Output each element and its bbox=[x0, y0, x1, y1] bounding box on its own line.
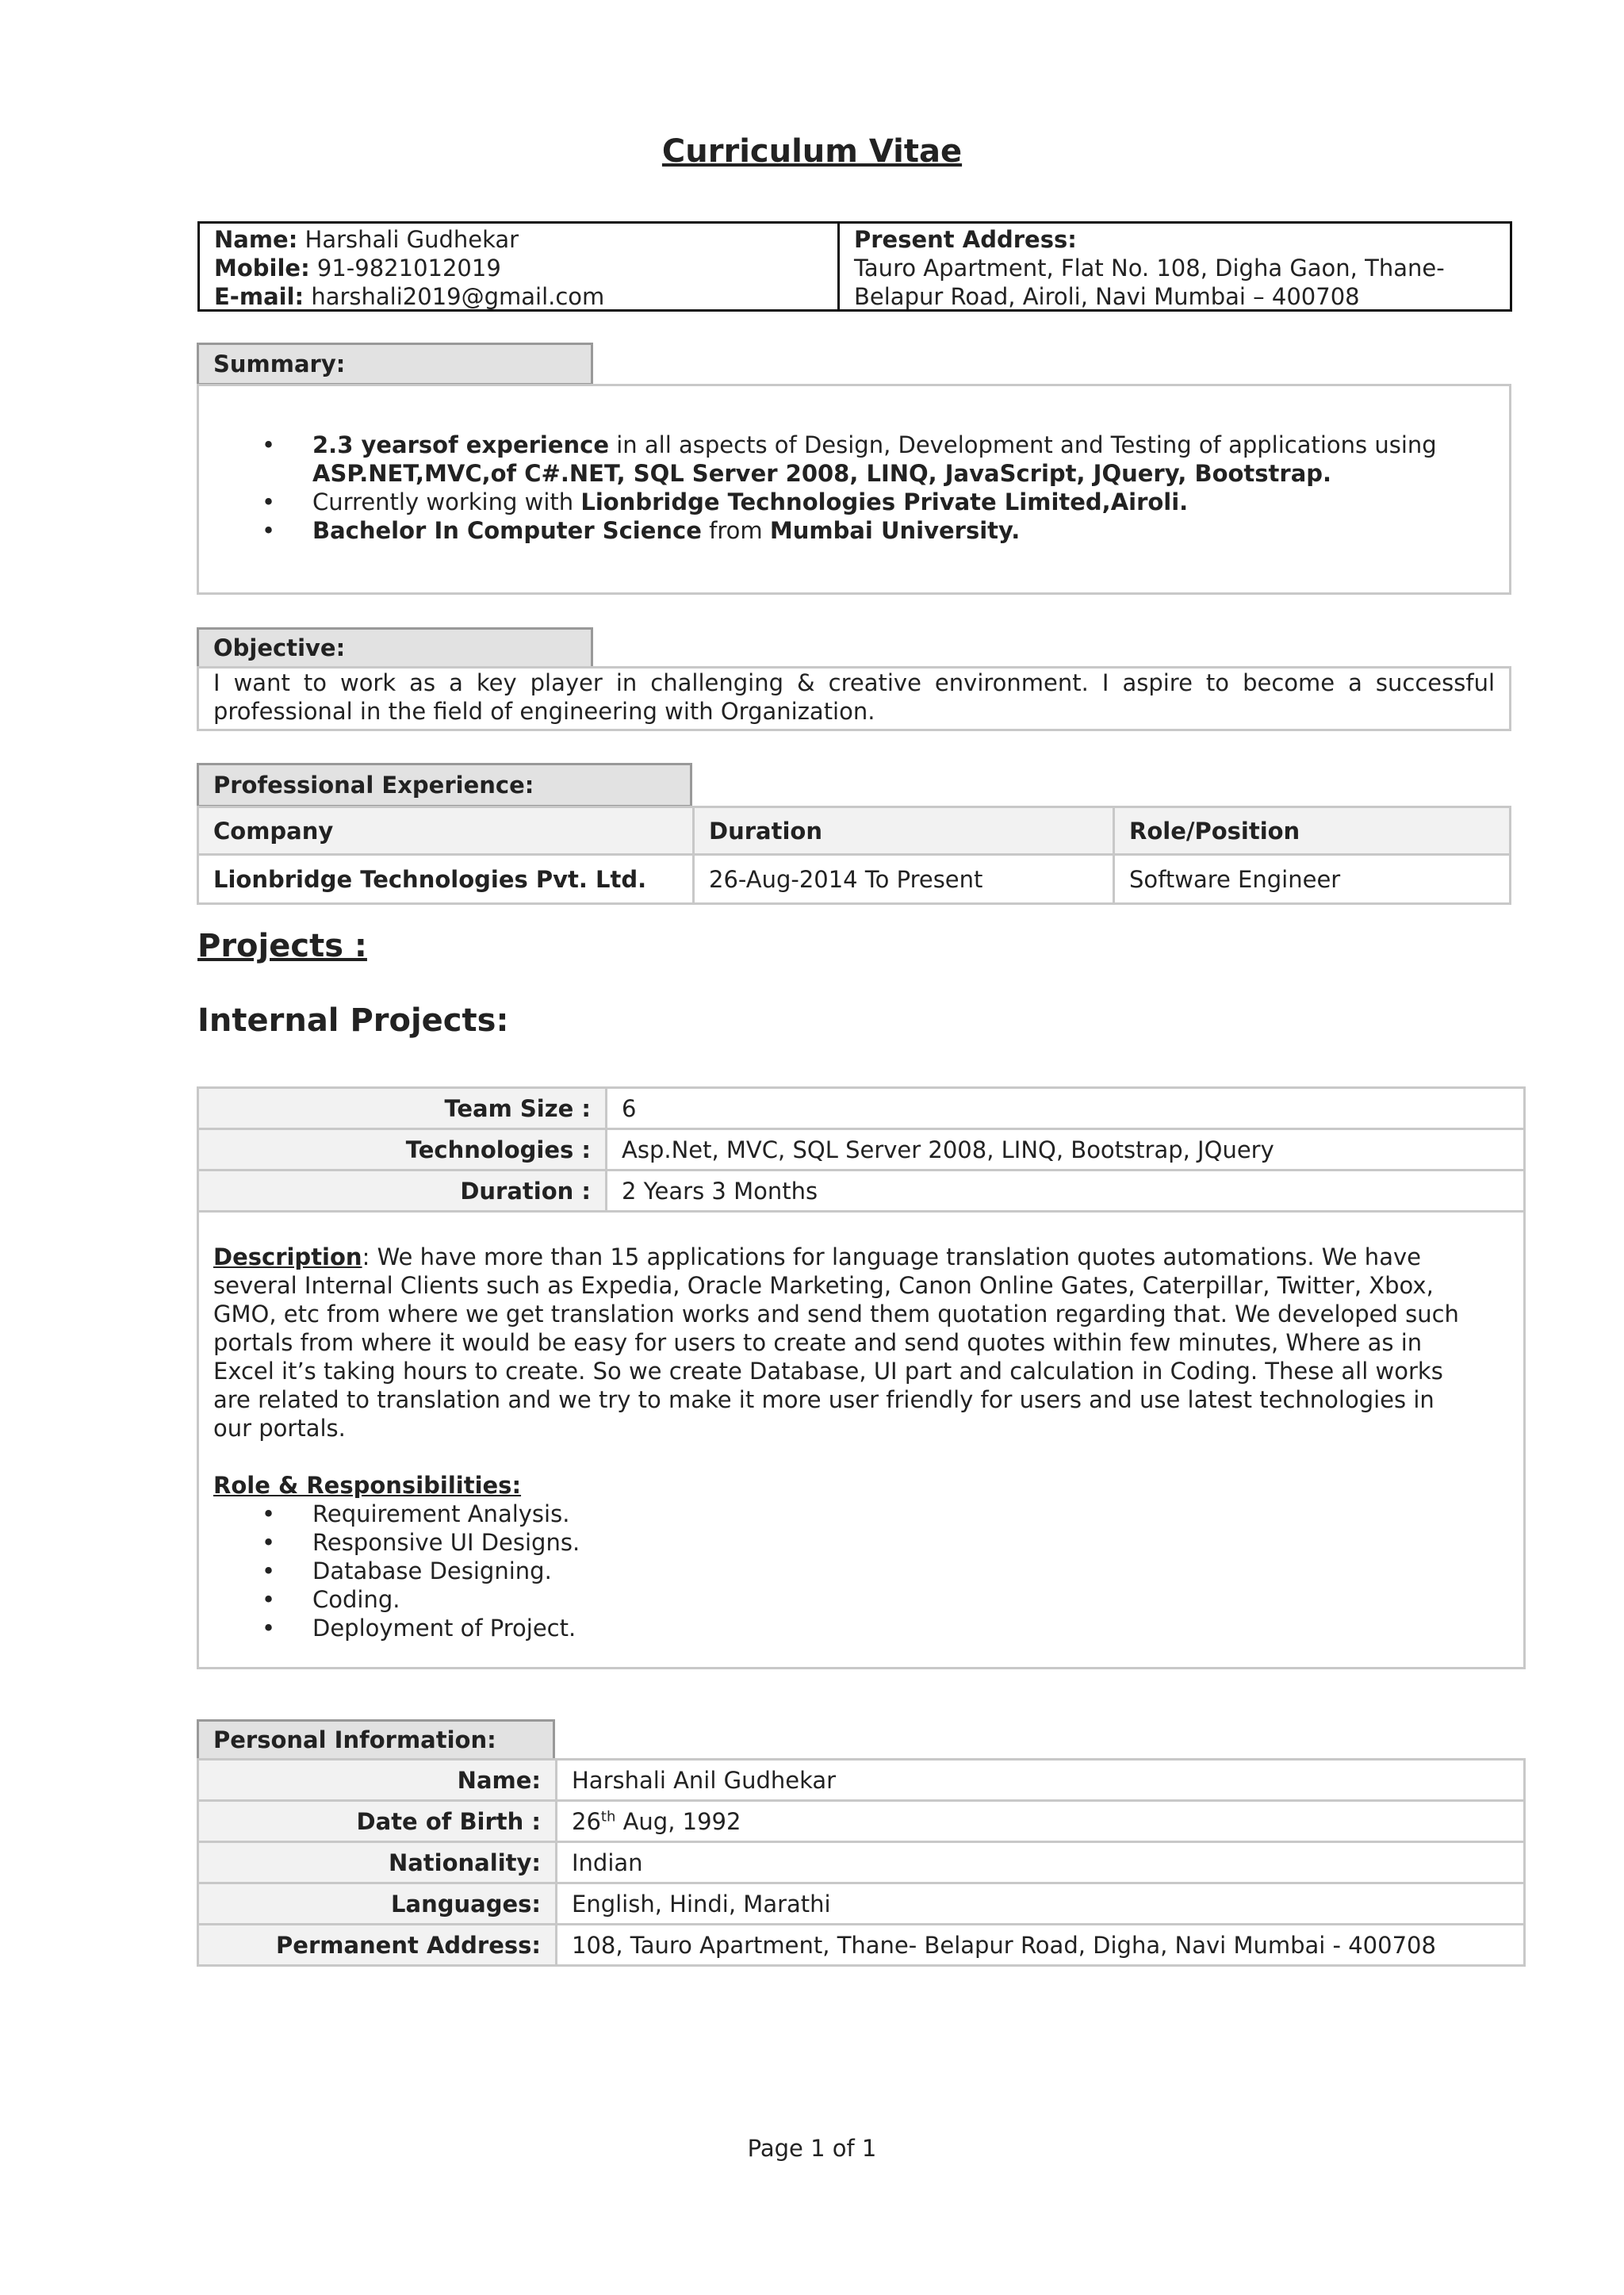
team-size-label: Team Size : bbox=[198, 1088, 607, 1129]
role-item: • Coding. bbox=[199, 1585, 1509, 1614]
table-row bbox=[198, 1883, 1525, 1925]
table-row bbox=[198, 1212, 1525, 1669]
objective-line: I want to work as a key player in challenging & creative environment. I aspire to become a successful bbox=[213, 669, 1495, 696]
project-description-cell bbox=[198, 1212, 1525, 1669]
permanent-address-label: Permanent Address: bbox=[198, 1925, 557, 1966]
description-line: GMO, etc from where we get translation works and send them quotation regarding that. We developed such bbox=[213, 1301, 1459, 1328]
table-row bbox=[198, 1760, 1525, 1801]
role-item: • Deployment of Project. bbox=[199, 1614, 1509, 1642]
role-item: • Database Designing. bbox=[199, 1557, 1509, 1585]
page-footer: Page 1 of 1 bbox=[747, 2135, 877, 2162]
nationality-value: Indian bbox=[557, 1842, 1525, 1883]
mobile-value: 91-9821012019 bbox=[316, 255, 501, 282]
table-row bbox=[198, 1088, 1525, 1129]
permanent-address-value: 108, Tauro Apartment, Thane- Belapur Road, Digha, Navi Mumbai - 400708 bbox=[557, 1925, 1525, 1966]
summary-label: Summary: bbox=[197, 343, 593, 385]
experience-label: Professional Experience: bbox=[197, 763, 692, 807]
technologies-label: Technologies : bbox=[198, 1129, 607, 1170]
objective-box bbox=[197, 666, 1511, 731]
projects-heading: Projects : bbox=[197, 928, 367, 964]
address-label: Present Address: bbox=[854, 226, 1077, 253]
team-size-value: 6 bbox=[607, 1088, 1525, 1129]
table-row bbox=[198, 1129, 1525, 1170]
table-row bbox=[198, 1801, 1525, 1842]
description-line: Excel it’s taking hours to create. So we create Database, UI part and calculation in Coding. These all works bbox=[213, 1358, 1443, 1385]
description-label: Description bbox=[213, 1243, 362, 1270]
internal-projects-heading: Internal Projects: bbox=[197, 1002, 509, 1039]
summary-box bbox=[197, 384, 1511, 595]
email-label: E-mail: bbox=[214, 283, 304, 310]
technologies-value: Asp.Net, MVC, SQL Server 2008, LINQ, Bootstrap, JQuery bbox=[607, 1129, 1525, 1170]
present-address bbox=[840, 224, 1510, 309]
experience-table bbox=[197, 806, 1511, 905]
summary-item: • 2.3 yearsof experience in all aspects of Design, Development and Testing of applications using ASP.NET,MVC,of C#.NET, SQL Server 2008, LINQ, JavaScript, JQuery, Bootstrap. bbox=[199, 431, 1509, 488]
description-line: our portals. bbox=[213, 1415, 346, 1442]
objective-line: professional in the field of engineering with Organization. bbox=[213, 698, 875, 725]
table-header-row bbox=[198, 807, 1511, 855]
dob-value: 26th Aug, 1992 bbox=[557, 1801, 1525, 1842]
contact-info bbox=[200, 224, 840, 309]
languages-value: English, Hindi, Marathi bbox=[557, 1883, 1525, 1925]
table-row bbox=[198, 1170, 1525, 1212]
languages-label: Languages: bbox=[198, 1883, 557, 1925]
personal-name-value: Harshali Anil Gudhekar bbox=[557, 1760, 1525, 1801]
summary-item: • Bachelor In Computer Science from Mumbai University. bbox=[199, 516, 1509, 545]
name-label: Name: bbox=[214, 226, 298, 253]
duration-cell: 26-Aug-2014 To Present bbox=[694, 855, 1114, 904]
description-line: portals from where it would be easy for users to create and send quotes within few minutes, Where as in bbox=[213, 1329, 1423, 1356]
role-cell: Software Engineer bbox=[1114, 855, 1511, 904]
column-header: Duration bbox=[694, 807, 1114, 855]
description-line: are related to translation and we try to make it more user friendly for users and use latest technologies in bbox=[213, 1386, 1434, 1413]
description-line: Description: We have more than 15 applications for language translation quotes automations. We have bbox=[213, 1243, 1421, 1270]
summary-item: • Currently working with Lionbridge Technologies Private Limited,Airoli. bbox=[199, 488, 1509, 516]
objective-label: Objective: bbox=[197, 627, 593, 669]
project-table bbox=[197, 1086, 1526, 1669]
page-title: Curriculum Vitae bbox=[661, 133, 963, 170]
table-row bbox=[198, 855, 1511, 904]
role-item: • Responsive UI Designs. bbox=[199, 1528, 1509, 1557]
table-row bbox=[198, 1842, 1525, 1883]
description-line: several Internal Clients such as Expedia, Oracle Marketing, Canon Online Gates, Caterpillar, Twitter, Xbox, bbox=[213, 1272, 1434, 1299]
column-header: Role/Position bbox=[1114, 807, 1511, 855]
personal-name-label: Name: bbox=[198, 1760, 557, 1801]
email-value[interactable]: harshali2019@gmail.com bbox=[311, 283, 605, 310]
duration-value: 2 Years 3 Months bbox=[607, 1170, 1525, 1212]
address-line-1: Tauro Apartment, Flat No. 108, Digha Gaon, Thane- bbox=[854, 255, 1445, 282]
role-item: • Requirement Analysis. bbox=[199, 1500, 1509, 1528]
personal-info-table bbox=[197, 1758, 1526, 1967]
column-header: Company bbox=[198, 807, 694, 855]
duration-label: Duration : bbox=[198, 1170, 607, 1212]
company-cell: Lionbridge Technologies Pvt. Ltd. bbox=[198, 855, 694, 904]
contact-header-table bbox=[197, 221, 1512, 312]
name-value: Harshali Gudhekar bbox=[304, 226, 519, 253]
address-line-2: Belapur Road, Airoli, Navi Mumbai – 400708 bbox=[854, 283, 1360, 310]
personal-info-label: Personal Information: bbox=[197, 1719, 555, 1761]
roles-label: Role & Responsibilities: bbox=[213, 1472, 522, 1499]
nationality-label: Nationality: bbox=[198, 1842, 557, 1883]
mobile-label: Mobile: bbox=[214, 255, 310, 282]
dob-label: Date of Birth : bbox=[198, 1801, 557, 1842]
table-row bbox=[198, 1925, 1525, 1966]
